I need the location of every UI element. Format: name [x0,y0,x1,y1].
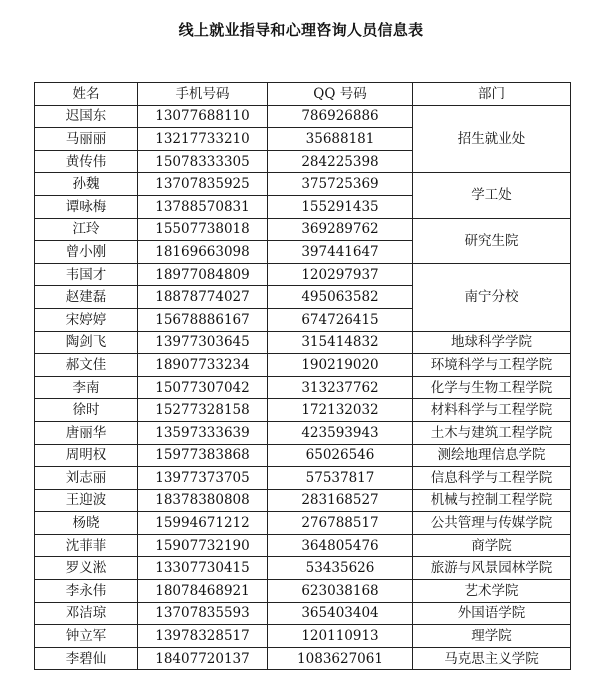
department-cell: 商学院 [413,534,571,557]
qq-cell: 57537817 [268,467,413,490]
phone-cell: 18907733234 [138,354,268,377]
table-row [35,173,571,196]
name-cell: 郝文佳 [35,354,138,377]
phone-cell: 18407720137 [138,647,268,670]
department-cell: 外国语学院 [413,602,571,625]
department-cell: 测绘地理信息学院 [413,444,571,467]
qq-cell: 313237762 [268,376,413,399]
name-cell: 唐丽华 [35,421,138,444]
phone-cell: 15678886167 [138,308,268,331]
department-cell: 艺术学院 [413,580,571,603]
department-cell: 材料科学与工程学院 [413,399,571,422]
qq-cell: 423593943 [268,421,413,444]
phone-cell: 13707835593 [138,602,268,625]
name-cell: 谭咏梅 [35,195,138,218]
qq-cell: 786926886 [268,105,413,128]
name-cell: 周明权 [35,444,138,467]
table-row [35,331,571,354]
name-cell: 韦国才 [35,263,138,286]
name-cell: 钟立军 [35,625,138,648]
qq-cell: 495063582 [268,286,413,309]
department-cell: 旅游与风景园林学院 [413,557,571,580]
department-cell: 理学院 [413,625,571,648]
table-row [35,489,571,512]
name-cell: 杨晓 [35,512,138,535]
name-cell: 赵建磊 [35,286,138,309]
qq-cell: 397441647 [268,241,413,264]
table-row [35,647,571,670]
name-cell: 陶剑飞 [35,331,138,354]
qq-cell: 369289762 [268,218,413,241]
qq-cell: 120297937 [268,263,413,286]
qq-cell: 276788517 [268,512,413,535]
phone-cell: 13707835925 [138,173,268,196]
department-cell: 招生就业处 [413,105,571,173]
table-row [35,421,571,444]
table-row [35,263,571,286]
department-cell: 学工处 [413,173,571,218]
department-cell: 马克思主义学院 [413,647,571,670]
qq-cell: 53435626 [268,557,413,580]
qq-cell: 190219020 [268,354,413,377]
department-cell: 信息科学与工程学院 [413,467,571,490]
phone-cell: 18378380808 [138,489,268,512]
name-cell: 王迎波 [35,489,138,512]
phone-cell: 13217733210 [138,128,268,151]
page-title: 线上就业指导和心理咨询人员信息表 [178,21,424,39]
phone-cell: 13977303645 [138,331,268,354]
qq-cell: 283168527 [268,489,413,512]
table-row [35,602,571,625]
phone-cell: 13077688110 [138,105,268,128]
table-row [35,376,571,399]
name-cell: 黄传伟 [35,150,138,173]
qq-cell: 35688181 [268,128,413,151]
qq-cell: 315414832 [268,331,413,354]
qq-cell: 172132032 [268,399,413,422]
phone-cell: 18169663098 [138,241,268,264]
phone-cell: 15907732190 [138,534,268,557]
table-row [35,218,571,241]
qq-cell: 155291435 [268,195,413,218]
name-cell: 沈菲菲 [35,534,138,557]
table-row [35,534,571,557]
name-cell: 宋婷婷 [35,308,138,331]
phone-cell: 18078468921 [138,580,268,603]
header-phone: 手机号码 [138,83,268,106]
phone-cell: 18878774027 [138,286,268,309]
name-cell: 曾小刚 [35,241,138,264]
name-cell: 邓洁琼 [35,602,138,625]
table-row [35,399,571,422]
phone-cell: 15994671212 [138,512,268,535]
department-cell: 机械与控制工程学院 [413,489,571,512]
department-cell: 土木与建筑工程学院 [413,421,571,444]
table-row [35,512,571,535]
table-row [35,557,571,580]
qq-cell: 120110913 [268,625,413,648]
name-cell: 马丽丽 [35,128,138,151]
department-cell: 环境科学与工程学院 [413,354,571,377]
table-row [35,467,571,490]
qq-cell: 284225398 [268,150,413,173]
qq-cell: 375725369 [268,173,413,196]
phone-cell: 18977084809 [138,263,268,286]
table-header-row [35,83,571,106]
department-cell: 地球科学学院 [413,331,571,354]
phone-cell: 15078333305 [138,150,268,173]
name-cell: 徐时 [35,399,138,422]
phone-cell: 15277328158 [138,399,268,422]
phone-cell: 13597333639 [138,421,268,444]
name-cell: 刘志丽 [35,467,138,490]
qq-cell: 364805476 [268,534,413,557]
name-cell: 江玲 [35,218,138,241]
phone-cell: 13788570831 [138,195,268,218]
qq-cell: 1083627061 [268,647,413,670]
name-cell: 孙魏 [35,173,138,196]
table-row [35,105,571,128]
department-cell: 公共管理与传媒学院 [413,512,571,535]
phone-cell: 13307730415 [138,557,268,580]
header-qq: QQ 号码 [268,83,413,106]
phone-cell: 13978328517 [138,625,268,648]
phone-cell: 15077307042 [138,376,268,399]
qq-cell: 623038168 [268,580,413,603]
name-cell: 迟国东 [35,105,138,128]
qq-cell: 65026546 [268,444,413,467]
name-cell: 李碧仙 [35,647,138,670]
table-row [35,625,571,648]
table-body [35,105,571,670]
staff-info-table [34,82,571,670]
name-cell: 罗义淞 [35,557,138,580]
department-cell: 南宁分校 [413,263,571,331]
header-department: 部门 [413,83,571,106]
phone-cell: 13977373705 [138,467,268,490]
table-row [35,580,571,603]
header-name: 姓名 [35,83,138,106]
phone-cell: 15977383868 [138,444,268,467]
qq-cell: 674726415 [268,308,413,331]
department-cell: 化学与生物工程学院 [413,376,571,399]
name-cell: 李南 [35,376,138,399]
table-row [35,444,571,467]
phone-cell: 15507738018 [138,218,268,241]
department-cell: 研究生院 [413,218,571,263]
name-cell: 李永伟 [35,580,138,603]
qq-cell: 365403404 [268,602,413,625]
table-row [35,354,571,377]
